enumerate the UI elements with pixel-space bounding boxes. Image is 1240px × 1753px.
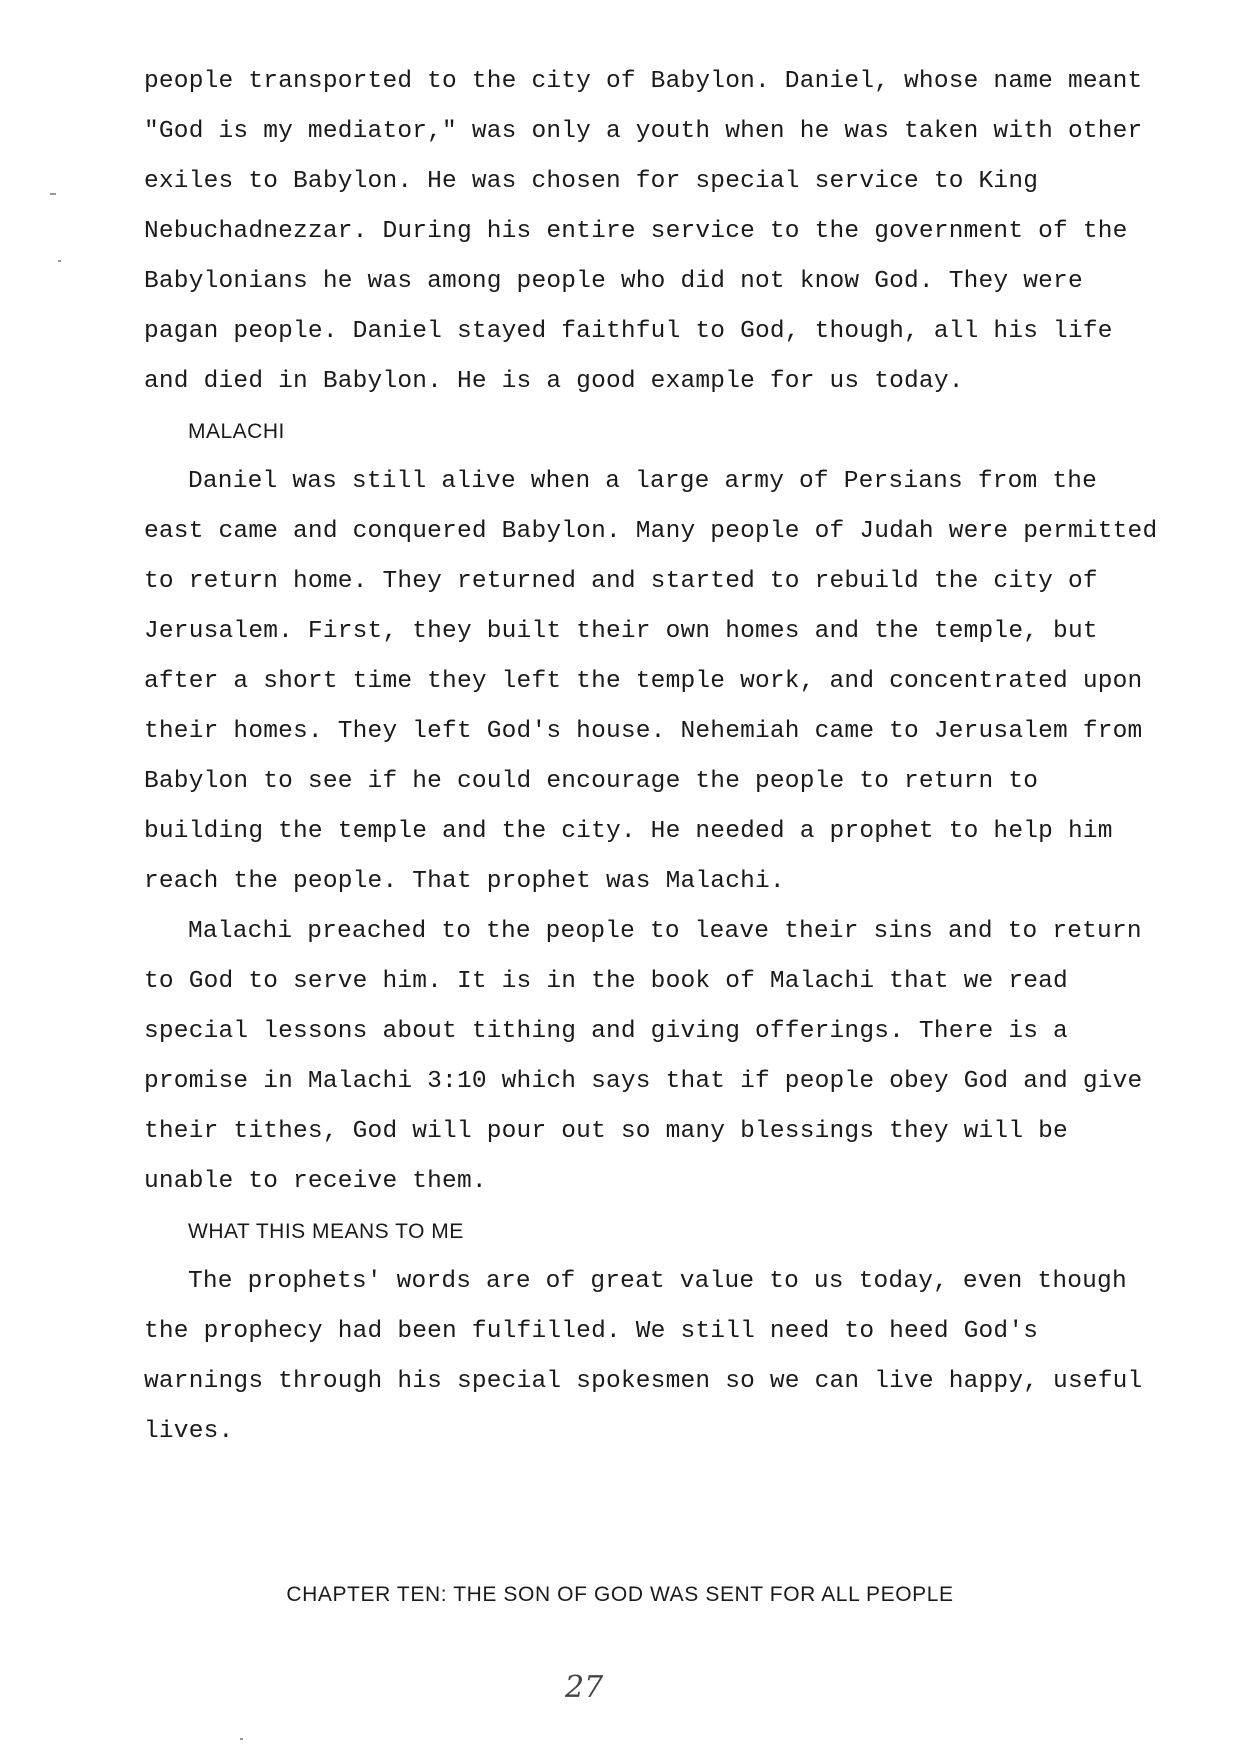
text-line: promise in Malachi 3:10 which says that if people obey God and give xyxy=(144,1068,1143,1095)
text-line: special lessons about tithing and giving offerings. There is a xyxy=(144,1018,1068,1045)
text-line: Jerusalem. First, they built their own homes and the temple, but xyxy=(144,618,1098,645)
text-line: Daniel was still alive when a large army of Persians from the xyxy=(188,468,1098,495)
text-line: their tithes, God will pour out so many blessings they will be xyxy=(144,1118,1068,1145)
margin-mark xyxy=(240,1738,243,1740)
section-heading-malachi: MALACHI xyxy=(188,420,285,443)
text-line: Nebuchadnezzar. During his entire service to the government of the xyxy=(144,218,1128,245)
page-number: 27 xyxy=(565,1670,604,1705)
text-line: and died in Babylon. He is a good example for us today. xyxy=(144,368,964,395)
text-line: to God to serve him. It is in the book of Malachi that we read xyxy=(144,968,1068,995)
section-heading-what-this-means: WHAT THIS MEANS TO ME xyxy=(188,1220,464,1243)
text-line: unable to receive them. xyxy=(144,1168,487,1195)
text-line: Babylonians he was among people who did not know God. They were xyxy=(144,268,1083,295)
text-line: warnings through his special spokesmen so we can live happy, useful xyxy=(144,1368,1143,1395)
text-line: building the temple and the city. He needed a prophet to help him xyxy=(144,818,1113,845)
margin-mark xyxy=(58,260,61,262)
text-line: the prophecy had been fulfilled. We still need to heed God's xyxy=(144,1318,1039,1345)
text-line: Malachi preached to the people to leave their sins and to return xyxy=(188,918,1142,945)
text-line: east came and conquered Babylon. Many people of Judah were permitted xyxy=(144,518,1158,545)
text-line: The prophets' words are of great value to us today, even though xyxy=(188,1268,1127,1295)
chapter-title: CHAPTER TEN: THE SON OF GOD WAS SENT FOR ALL PEOPLE xyxy=(286,1583,954,1606)
text-line: after a short time they left the temple work, and concentrated upon xyxy=(144,668,1143,695)
text-line: people transported to the city of Babylon. Daniel, whose name meant xyxy=(144,68,1143,95)
text-line: lives. xyxy=(144,1418,234,1445)
text-line: exiles to Babylon. He was chosen for special service to King xyxy=(144,168,1039,195)
margin-mark xyxy=(50,193,56,195)
text-line: their homes. They left God's house. Nehemiah came to Jerusalem from xyxy=(144,718,1143,745)
text-line: pagan people. Daniel stayed faithful to God, though, all his life xyxy=(144,318,1113,345)
text-line: Babylon to see if he could encourage the people to return to xyxy=(144,768,1039,795)
text-line: to return home. They returned and started to rebuild the city of xyxy=(144,568,1098,595)
text-line: "God is my mediator," was only a youth when he was taken with other xyxy=(144,118,1143,145)
text-line: reach the people. That prophet was Malachi. xyxy=(144,868,785,895)
